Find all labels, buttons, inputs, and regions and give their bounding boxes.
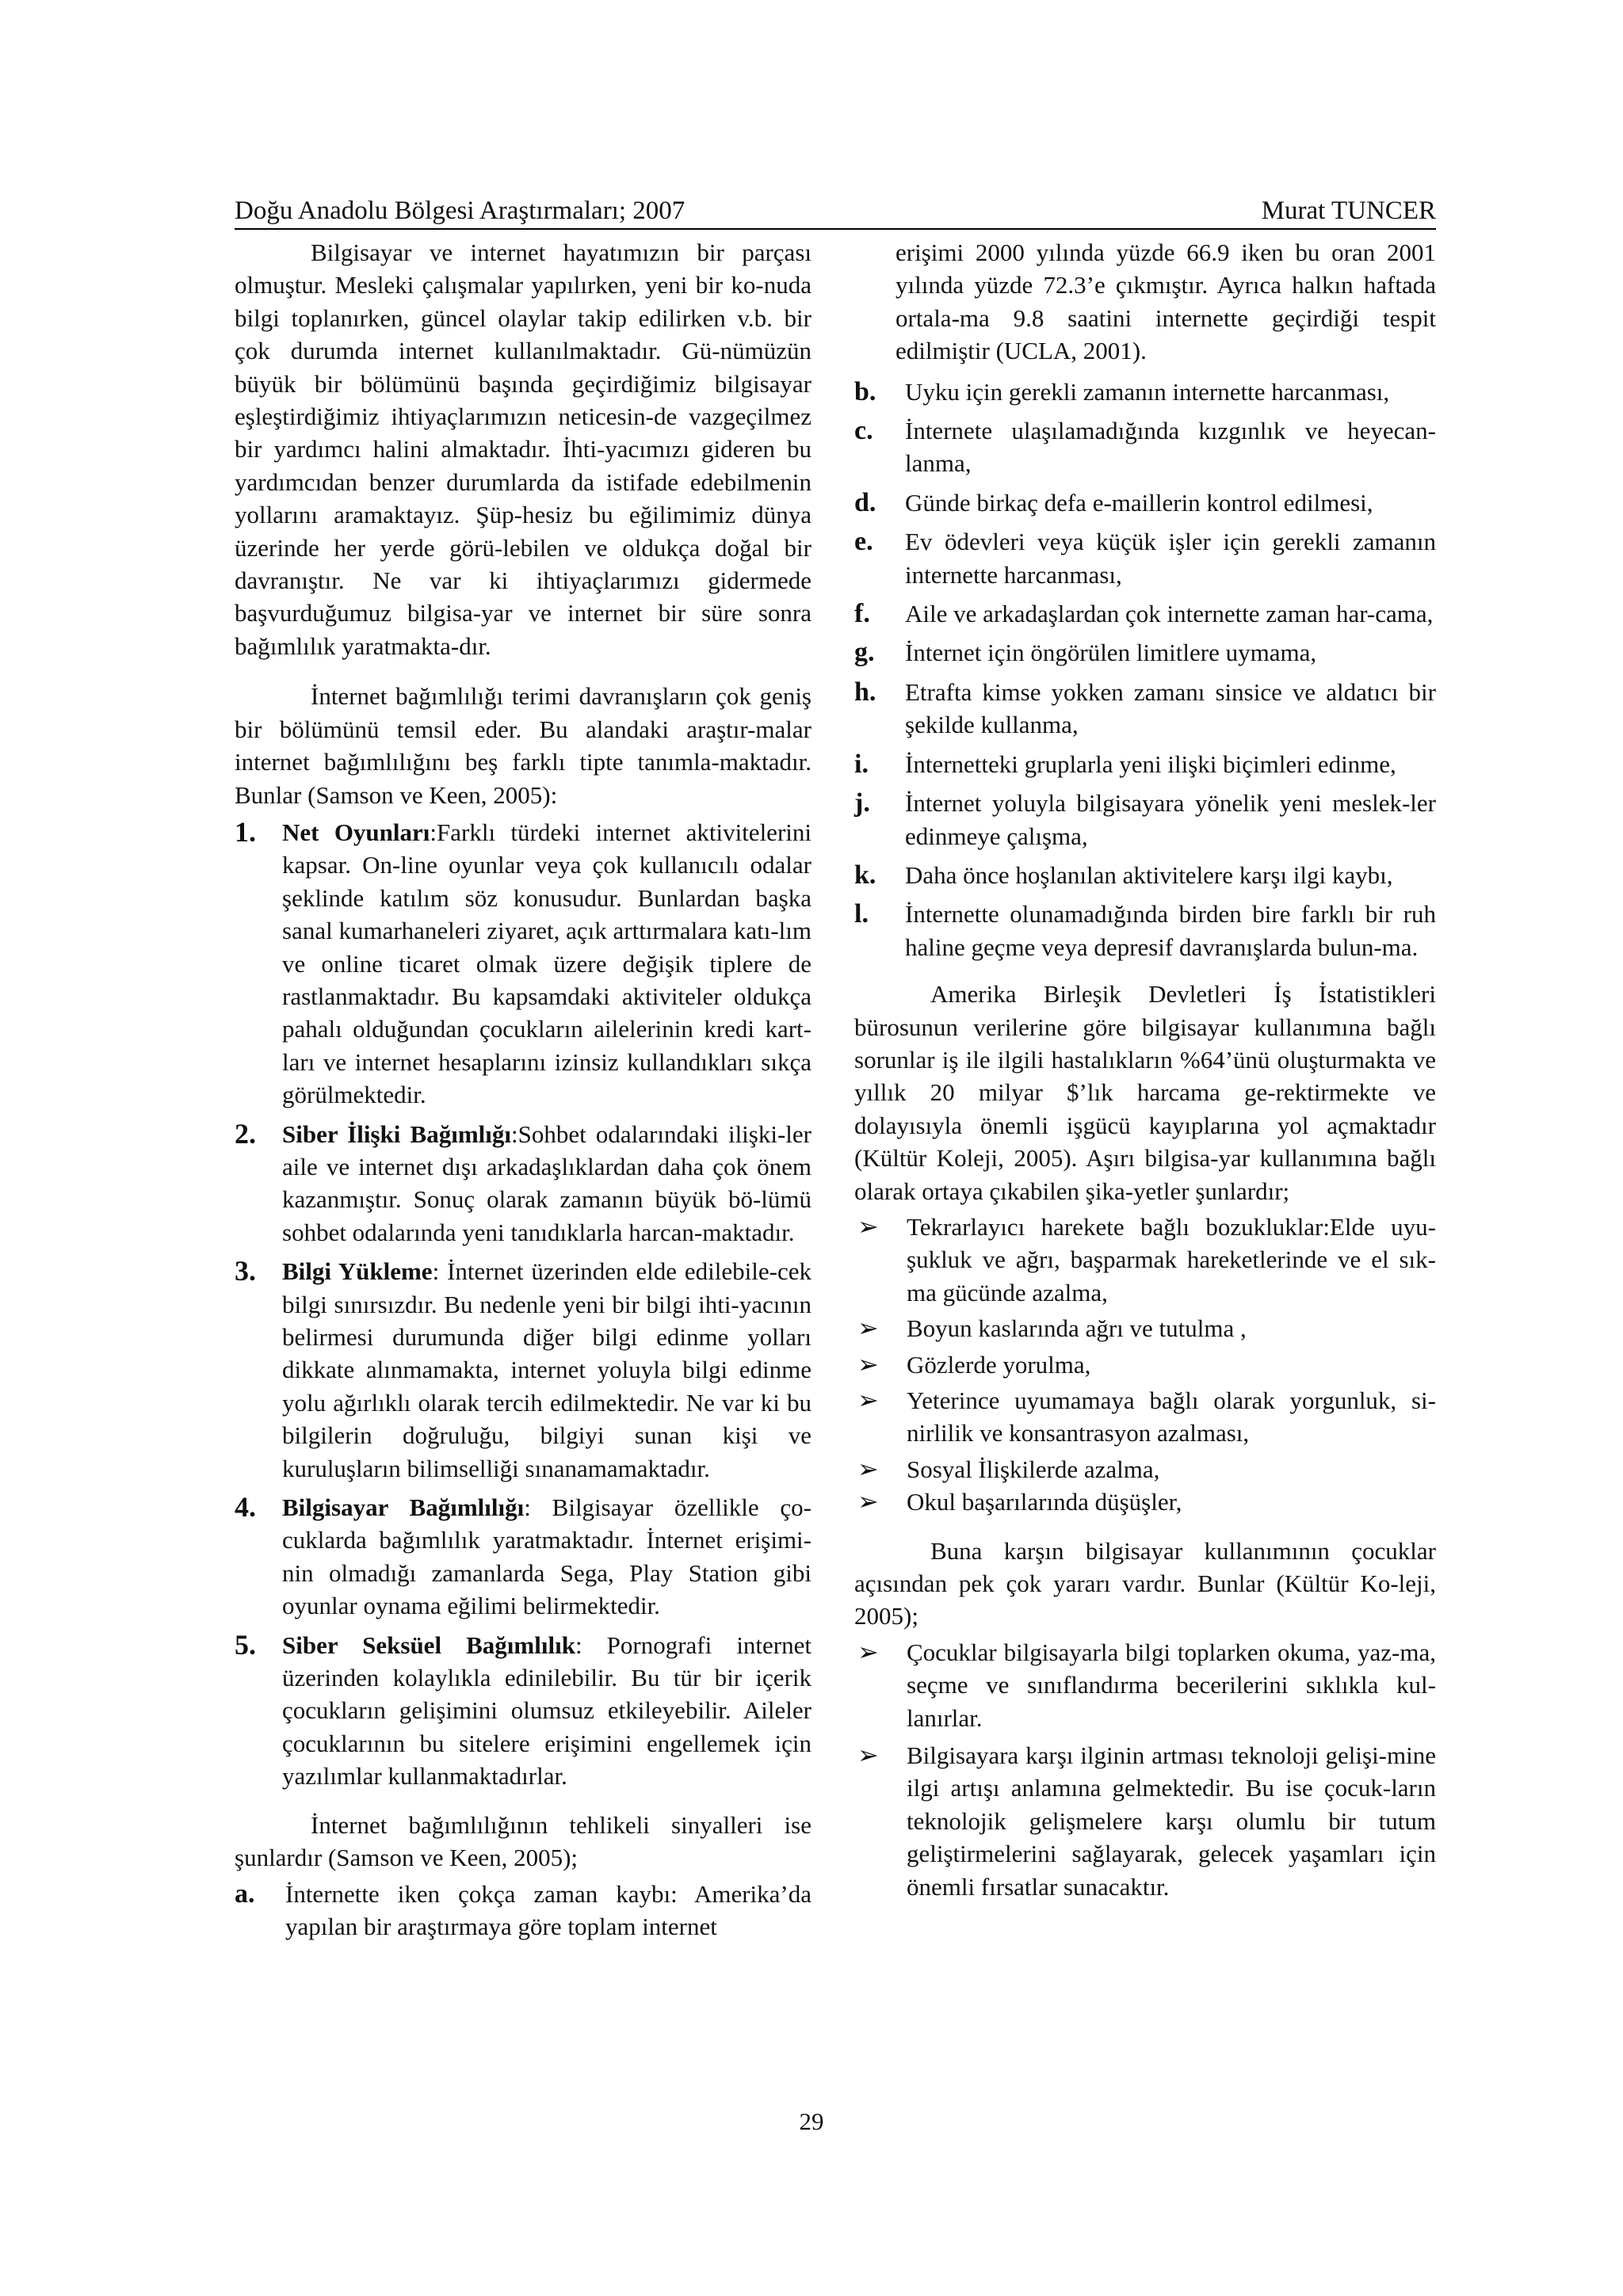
paragraph-addiction-types: İnternet bağımlılığı terimi davranışların çok geniş bir bölümünü temsil eder. Bu alandaki araştır-malar internet bağımlılığını beş farklı tipte tanımla-maktadır. Bunlar (Samson ve Keen, 2005):: [235, 682, 812, 809]
arrow-bullet-icon: ➢: [857, 1741, 879, 1770]
list-marker: f.: [854, 599, 870, 629]
list-item-text: Bilgisayara karşı ilginin artması teknoloji gelişi-mine ilgi artışı anlamına gelmektedir. Bu ise çocuk-ların teknolojik gelişmelere karşı olumlu bir tutum geliştirmelerini sağlayarak, gelecek yaşamları için önemli fırsatlar sunacaktır.: [907, 1741, 1436, 1901]
list-marker: 4.: [235, 1491, 256, 1524]
list-item-benefit: [854, 1739, 1436, 1903]
item-title: Siber Seksüel Bağımlılık: [282, 1630, 575, 1659]
list-item-text: İnternete ulaşılamadığında kızgınlık ve heyecan-lanma,: [905, 417, 1436, 478]
list-item-f: [854, 597, 1436, 630]
list-item-text: Etrafta kimse yokken zamanı sinsice ve aldatıcı bir şekilde kullanma,: [905, 677, 1436, 739]
list-marker: l.: [854, 899, 869, 929]
list-item-d: [854, 486, 1436, 519]
paragraph-danger-signals: İnternet bağımlılığının tehlikeli sinyalleri ise şunlardır (Samson ve Keen, 2005);: [235, 1810, 812, 1872]
list-item-complaint: [854, 1486, 1436, 1518]
list-item-text: Uyku için gerekli zamanın internette harcanması,: [905, 377, 1390, 406]
list-item-cyber-sexual: [235, 1629, 812, 1793]
list-item-text: Okul başarılarında düşüşler,: [907, 1488, 1182, 1516]
list-marker: g.: [854, 638, 875, 668]
item-title: Bilgisayar Bağımlılığı: [282, 1493, 525, 1522]
arrow-bullet-icon: ➢: [857, 1454, 879, 1483]
list-marker: b.: [854, 376, 876, 406]
list-marker: 5.: [235, 1628, 256, 1661]
list-item-text: [282, 1255, 812, 1485]
list-item-complaint: [854, 1348, 1436, 1381]
list-marker: j.: [854, 788, 870, 818]
item-body: : Bilgisayar özellikle ço-cuklarda bağımlılık yaratmaktadır. İnternet erişimi-nin olmadığı zamanlarda Sega, Play Station gibi oyunlar oynama eğilimi belirmektedir.: [282, 1493, 812, 1620]
list-item-complaint: [854, 1211, 1436, 1309]
list-item-text: Çocuklar bilgisayarla bilgi toplarken okuma, yaz-ma, seçme ve sınıflandırma becerilerini sıklıkla kul-lanırlar.: [907, 1638, 1436, 1732]
right-column: [854, 236, 1436, 1903]
list-item-text: Günde birkaç defa e-maillerin kontrol edilmesi,: [905, 488, 1373, 517]
arrow-bullet-icon: ➢: [857, 1637, 879, 1666]
list-item-text: [282, 1118, 812, 1249]
arrow-bullet-icon: ➢: [857, 1487, 879, 1516]
list-marker: a.: [235, 1878, 255, 1909]
paragraph-intro: Bilgisayar ve internet hayatımızın bir parçası olmuştur. Mesleki çalışmalar yapılırken, yeni bir ko-nuda bilgi toplanırken, güncel olaylar takip edilirken v.b. bir çok durumda internet kullanılmaktadır. Gü-nümüzün büyük bir bölümünü başında geçirdiğimiz bilgisayar eşleştirdiğimiz ihtiyaçlarımızın neticesin-de vazgeçilmez bir yardımcı halini almaktadır. İhti-yacımızı gideren bu yardımcıdan benzer durumlarda da istifade edebilmenin yollarını aramaktayız. Şüp-hesiz bu eğilimimiz dünya üzerinde her yerde görü-lebilen ve oldukça doğal bir davranıştır. Ne var ki ihtiyaçlarımızı gidermede başvurduğumuz bilgisa-yar ve internet bir süre sonra bağımlılık yaratmakta-dır.: [235, 238, 812, 660]
arrow-bullet-icon: ➢: [857, 1211, 879, 1241]
list-item-text: Daha önce hoşlanılan aktivitelere karşı ilgi kaybı,: [905, 860, 1393, 889]
list-item-text: Boyun kaslarında ağrı ve tutulma ,: [907, 1314, 1247, 1343]
list-item-h: [854, 676, 1436, 742]
list-item-b: [854, 376, 1436, 408]
list-item-i: [854, 748, 1436, 780]
list-item-text: İnternette iken çokça zaman kaybı: Amerika’da yapılan bir araştırmaya göre toplam internet: [285, 1879, 812, 1940]
header-journal: Doğu Anadolu Bölgesi Araştırmaları; 2007: [235, 196, 685, 225]
item-body: : İnternet üzerinden elde edilebile-cek bilgi sınırsızdır. Bu nedenle yeni bir bilgi ihti-yacının belirmesi durumunda diğer bilgi edinme yolları dikkate alınmamakta, internet yoluyla bilgi edinme yolu ağırlıklı olarak tercih edilmektedir. Ne var ki bu bilgilerin doğruluğu, bilgiyi sunan kişi ve kuruluşların bilimselliği sınanamamaktadır.: [282, 1257, 812, 1482]
list-item-g: [854, 636, 1436, 669]
list-item-k: [854, 859, 1436, 891]
list-item-cyber-relationship: [235, 1118, 812, 1249]
list-item-text: [282, 1629, 812, 1793]
list-item-text: [282, 1491, 812, 1623]
paragraph-benefits: Buna karşın bilgisayar kullanımının çocuklar açısından pek çok yararı vardır. Bunlar (Kültür Ko-leji, 2005);: [854, 1536, 1436, 1630]
item-title: Bilgi Yükleme: [282, 1257, 433, 1286]
list-marker: 3.: [235, 1255, 256, 1287]
list-item-l: [854, 898, 1436, 963]
list-item-text: Ev ödevleri veya küçük işler için gerekli zamanın internette harcanması,: [905, 528, 1436, 589]
item-body: :Sohbet odalarındaki ilişki-ler aile ve internet dışı arkadaşlıklardan daha çok önem kazanmıştır. Sonuç olarak zamanın büyük bö-lümü sohbet odalarında yeni tanıdıklarla harcan-maktadır.: [282, 1119, 812, 1246]
list-item-text: İnternetteki gruplarla yeni ilişki biçimleri edinme,: [905, 749, 1396, 778]
list-item-c: [854, 414, 1436, 480]
item-title: Net Oyunları: [282, 818, 430, 846]
list-marker: h.: [854, 677, 876, 707]
list-item-text: İnternet yoluyla bilgisayara yönelik yeni meslek-ler edinmeye çalışma,: [905, 789, 1436, 850]
arrow-bullet-icon: ➢: [857, 1386, 879, 1414]
list-item-text: İnternette olunamadığında birden bire farklı bir ruh haline geçme veya depresif davranışlarda bulun-ma.: [905, 900, 1436, 961]
arrow-bullet-icon: ➢: [857, 1314, 879, 1343]
list-item-complaint: [854, 1384, 1436, 1450]
list-item-computer-addiction: [235, 1491, 812, 1623]
item-title: Siber İlişki Bağımlığı: [282, 1119, 511, 1148]
list-item-text: [282, 816, 812, 1112]
list-item-a: [235, 1878, 812, 1943]
item-body: : Pornografi internet üzerinden kolaylıkla edinilebilir. Bu tür bir içerik çocukların gelişimini olumsuz etkileyebilir. Aileler çocuklarının bu sitelere erişimini engellemek için yazılımlar kullanmaktadırlar.: [282, 1630, 812, 1791]
list-item-information-overload: [235, 1255, 812, 1485]
list-item-net-games: [235, 816, 812, 1112]
running-header: [235, 195, 1436, 230]
list-item-e: [854, 525, 1436, 591]
list-marker: d.: [854, 487, 876, 517]
list-item-complaint: [854, 1312, 1436, 1344]
item-body: :Farklı türdeki internet aktivitelerini kapsar. On-line oyunlar veya çok kullanıcılı odalar şeklinde katılım söz konusudur. Bunlardan başka sanal kumarhaneleri ziyaret, açık arttırmalara katı-lım ve online ticaret olmak üzere değişik tiplere de rastlanmaktadır. Bu kapsamdaki aktiviteler oldukça pahalı olduğundan çocukların ailelerinin kredi kart-ları ve internet hesaplarını izinsiz kullandıkları sıkça görülmektedir.: [282, 818, 812, 1109]
left-column: [235, 236, 812, 1943]
page-number: 29: [799, 2107, 824, 2135]
header-author: Murat TUNCER: [1261, 196, 1436, 225]
list-item-text: Aile ve arkadaşlardan çok internette zaman har-cama,: [905, 600, 1434, 628]
list-item-benefit: [854, 1636, 1436, 1734]
list-item-text: Tekrarlayıcı harekete bağlı bozukluklar:Elde uyu-şukluk ve ağrı, başparmak hareketlerinde ve el sık-ma gücünde azalma,: [907, 1212, 1436, 1306]
list-marker: 1.: [235, 815, 256, 848]
list-item-j: [854, 787, 1436, 852]
list-item-text: Gözlerde yorulma,: [907, 1350, 1091, 1379]
list-item-text: Yeterince uyumamaya bağlı olarak yorgunluk, si-nirlilik ve konsantrasyon azalması,: [907, 1386, 1436, 1447]
list-marker: c.: [854, 416, 873, 446]
paragraph-continuation: erişimi 2000 yılında yüzde 66.9 iken bu oran 2001 yılında yüzde 72.3’e çıkmıştır. Ayrıca halkın haftada ortala-ma 9.8 saatini internette geçirdiği tespit edilmiştir (UCLA, 2001).: [896, 238, 1436, 365]
list-marker: 2.: [235, 1117, 256, 1150]
list-marker: e.: [854, 527, 873, 557]
paragraph-bls-statistics: Amerika Birleşik Devletleri İş İstatistikleri bürosunun verilerine göre bilgisayar kullanımına bağlı sorunlar iş ile ilgili hastalıkların %64’ünü oluşturmakta ve yıllık 20 milyar $’lık harcama ge-rektirmekte ve dolayısıyla önemli işgücü kayıplarına yol açmaktadır (Kültür Koleji, 2005). Aşırı bilgisa-yar kullanımına bağlı olarak ortaya çıkabilen şika-yetler şunlardır;: [854, 980, 1436, 1205]
list-marker: i.: [854, 749, 869, 779]
list-item-complaint: [854, 1453, 1436, 1486]
list-marker: k.: [854, 860, 876, 890]
list-item-text: İnternet için öngörülen limitlere uymama,: [905, 639, 1317, 667]
list-item-text: Sosyal İlişkilerde azalma,: [907, 1455, 1160, 1483]
arrow-bullet-icon: ➢: [857, 1349, 879, 1379]
